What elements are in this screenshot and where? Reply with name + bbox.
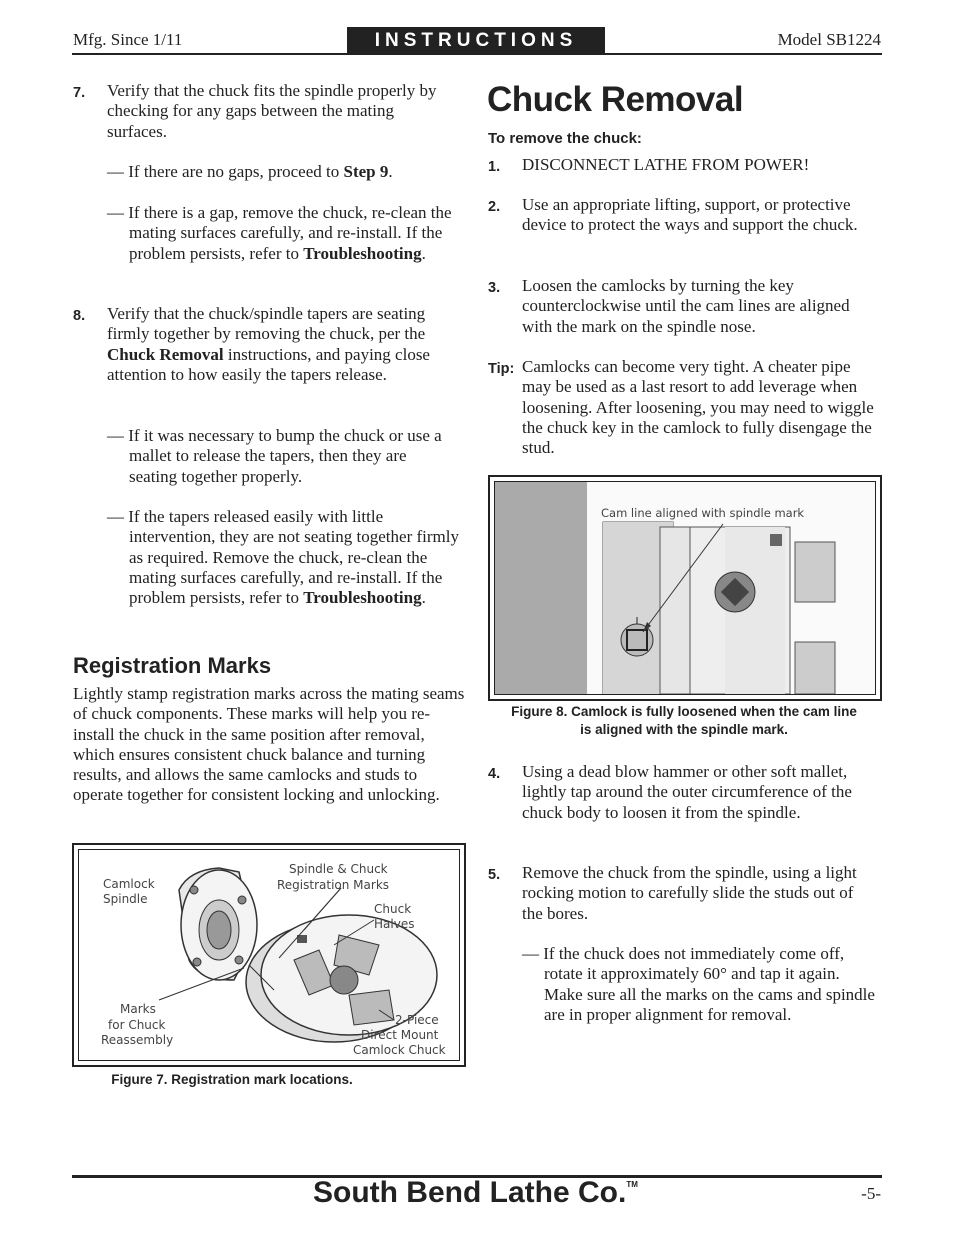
figure-8-illustration: [495, 482, 875, 694]
step-5-number: 5.: [488, 867, 501, 883]
registration-heading: Registration Marks: [73, 653, 272, 678]
label-registration-1: Spindle & Chuck: [289, 862, 388, 876]
figure-8-caption-line-1: Figure 8. Camlock is fully loosened when the cam line: [511, 704, 857, 719]
header-left: Mfg. Since 1/11: [73, 30, 183, 49]
step-5-sub: — If the chuck does not immediately come off, rotate it approximately 60° and tap it again. Make sure all the marks on the cams and spindle are in proper alignment for removal.: [522, 944, 875, 1024]
figure-7-illustration: [79, 850, 459, 1060]
figure-7-caption: Figure 7. Registration mark locations.: [111, 1072, 353, 1087]
step-7-sub-1: — If there are no gaps, proceed to Step 9.: [107, 162, 393, 181]
header-banner: [347, 27, 605, 54]
label-piece-1: 2-Piece: [395, 1013, 439, 1027]
label-marks-1: Marks: [120, 1002, 156, 1016]
step-4-text: Using a dead blow hammer or other soft mallet, lightly tap around the outer circumference of the chuck body to loosen it from the spindle.: [522, 762, 852, 822]
step-8-number: 8.: [73, 308, 86, 324]
footer-brand: South Bend Lathe Co.™: [313, 1176, 638, 1209]
label-registration-2: Registration Marks: [277, 878, 390, 892]
step-5-text: Remove the chuck from the spindle, using a light rocking motion to carefully slide the studs out of the bores.: [522, 863, 857, 923]
header-title: INSTRUCTIONS: [374, 30, 578, 51]
chuck-removal-title: Chuck Removal: [487, 80, 744, 119]
label-cam-line: Cam line aligned with spindle mark: [601, 506, 805, 520]
label-halves-1: Chuck: [374, 902, 412, 916]
chuck-removal-subhead: To remove the chuck:: [488, 130, 642, 147]
step-7-sub-2: — If there is a gap, remove the chuck, re-clean the mating surfaces carefully, and re-install. If the problem persists, refer to Troubleshooting.: [107, 203, 452, 263]
step-8-sub-1: — If it was necessary to bump the chuck or use a mallet to release the tapers, then they are seating together properly.: [107, 426, 442, 486]
step-8-text: Verify that the chuck/spindle tapers are seating firmly together by removing the chuck, per the Chuck Removal instructions, and paying close attention to how easily the tapers release.: [107, 304, 430, 384]
step-1-number: 1.: [488, 159, 501, 175]
page-number: -5-: [861, 1184, 881, 1203]
step-2-number: 2.: [488, 199, 501, 215]
tip-label: Tip:: [488, 361, 515, 377]
figure-7-inner-frame: [78, 849, 460, 1061]
label-camlock-1: Camlock: [103, 877, 155, 891]
step-7-text: Verify that the chuck fits the spindle properly by checking for any gaps between the mating surfaces.: [107, 81, 437, 141]
figure-8-frame: [488, 475, 882, 701]
label-piece-3: Camlock Chuck: [353, 1043, 446, 1057]
step-7-number: 7.: [73, 85, 86, 101]
step-2-text: Use an appropriate lifting, support, or protective device to protect the ways and support the chuck.: [522, 195, 858, 235]
label-marks-2: for Chuck: [108, 1018, 166, 1032]
label-marks-3: Reassembly: [101, 1033, 174, 1047]
step-1-text: DISCONNECT LATHE FROM POWER!: [522, 155, 810, 174]
label-camlock-2: Spindle: [103, 892, 148, 906]
camlock-spindle-drawing: [179, 868, 257, 980]
step-3-text: Loosen the camlocks by turning the key counterclockwise until the cam lines are aligned with the mark on the spindle nose.: [522, 276, 850, 336]
figure-8-inner-frame: [494, 481, 876, 695]
trademark-mark: TM: [626, 1180, 638, 1189]
header-rule: [72, 53, 882, 55]
figure-7-frame: [72, 843, 466, 1067]
step-3-number: 3.: [488, 280, 501, 296]
header-right: Model SB1224: [777, 30, 881, 49]
tip-text: Camlocks can become very tight. A cheater pipe may be used as a last resort to add leverage when loosening. After loosening, you may need to wiggle the chuck key in the camlock to fully disengage the stud.: [522, 357, 874, 458]
label-halves-2: Halves: [374, 917, 415, 931]
label-piece-2: Direct Mount: [361, 1028, 439, 1042]
figure-8-caption-line-2: is aligned with the spindle mark.: [580, 722, 788, 737]
step-4-number: 4.: [488, 766, 501, 782]
step-8-sub-2: — If the tapers released easily with little intervention, they are not seating together firmly as required. Remove the chuck, re-clean the mating surfaces carefully, and re-install. If the problem persists, refer to Troubleshooting.: [107, 507, 459, 608]
registration-text: Lightly stamp registration marks across the mating seams of chuck components. These marks will help you re-install the chuck in the same position after removal, which ensures consistent chuck balance and turning results, and allows the same camlocks and studs to operate together for consistent locking and unlocking.: [73, 684, 465, 805]
figure-8-caption: [488, 703, 880, 739]
